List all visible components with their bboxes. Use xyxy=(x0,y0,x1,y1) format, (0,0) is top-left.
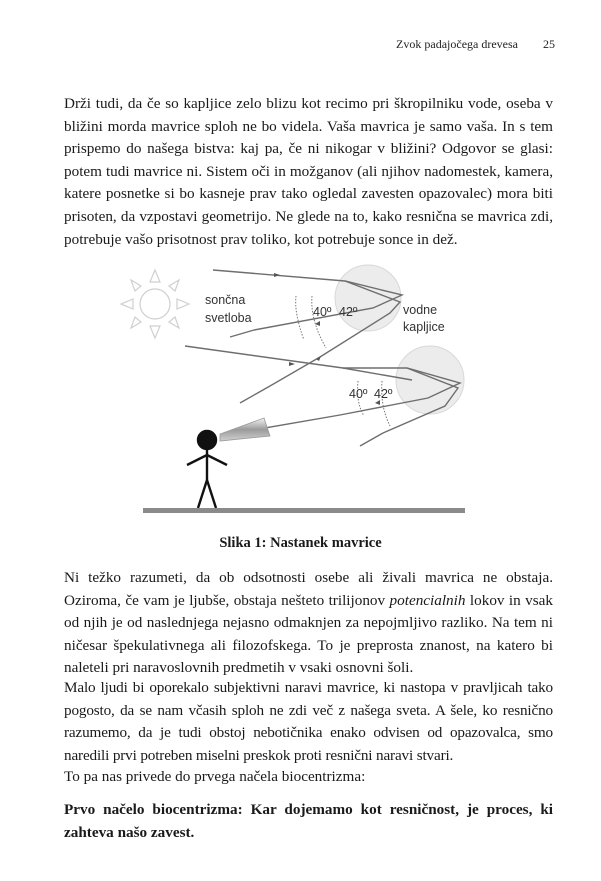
emphasis-text: potencialnih xyxy=(389,591,466,609)
paragraph-text: To pa nas privede do prvega načela biocentrizma: xyxy=(64,768,366,785)
angle-label-lower-42: 42º xyxy=(374,387,393,401)
paragraph-3 xyxy=(64,677,553,767)
figure-caption: Slika 1: Nastanek mavrice xyxy=(219,535,382,551)
page-number: 25 xyxy=(543,37,555,51)
stick-figure-observer-icon xyxy=(187,431,227,508)
angle-label-upper-40: 40º xyxy=(313,305,332,319)
sunlight-label: sončna xyxy=(205,293,246,307)
paragraph-4 xyxy=(64,766,553,789)
paragraph-text: Drži tudi, da če so kapljice zelo blizu kot recimo pri škropilniku vode, oseba v bližini morda mavrice sploh ne bo videla. Vaša mavrica je samo vaša. In s tem prispemo do našega bistva: kaj pa, če ni nikogar v bližini? Odgovor se glasi: potem tudi mavrice ni. Sistem oči in možganov (ali njihov nadomestek, kamera, katere posnetke si bo kasneje prav tako ogledal zavesten opazovalec) mora biti prisoten, da vzpostavi geometrijo. Ne glede na to, kako resnična se mavrica zdi, potrebuje vašo prisotnost prav toliko, kot potrebuje sonce in dež. xyxy=(64,95,553,248)
water-droplet-icon xyxy=(396,346,464,414)
angle-label-lower-40: 40º xyxy=(349,387,368,401)
paragraph-text: Prvo načelo biocentrizma: Kar dojemamo kot resničnost, je proces, ki zahteva našo zavest. xyxy=(64,801,553,841)
paragraph-text: Malo ljudi bi oporekalo subjektivni naravi mavrice, ki nastopa v pravljicah tako pogosto, da se nam včasih sploh ne zdi več z našega sveta. A šele, ko resnično razumemo, da je tudi obstoj nebotičnika enako odvisen od opazovalca, smo naredili prvi potreben miselni preskok proti resnični naravi stvari. xyxy=(64,679,553,764)
paragraph-text: Ni težko razumeti, da ob odsotnosti osebe ali živali mavrica ne obstaja. Oziroma, če vam je ljubše, obstaja nešteto trilijonov potencialnih lokov in vsak od njih je od naslednjega nejasno odmaknjen za nepojmljivo razliko. Na tem ni ničesar špekulativnega ali filozofskega. To je preprosta znanost, na katero bi naleteli pri naravoslovnih predmetih v vsaki osnovni šoli. xyxy=(64,569,553,677)
sunlight-label: svetloba xyxy=(205,311,252,325)
running-header xyxy=(396,37,555,52)
eye-cone-icon xyxy=(220,418,270,441)
droplets-label: kapljice xyxy=(403,320,445,334)
running-title: Zvok padajočega drevesa xyxy=(396,37,518,51)
angle-label-upper-42: 42º xyxy=(339,305,358,319)
paragraph-1 xyxy=(64,93,553,251)
paragraph-2 xyxy=(64,567,553,680)
droplets-label: vodne xyxy=(403,303,438,317)
rainbow-formation-diagram xyxy=(120,258,480,523)
principle-statement xyxy=(64,799,553,844)
ground-line xyxy=(143,508,465,513)
sun-icon xyxy=(121,270,189,338)
